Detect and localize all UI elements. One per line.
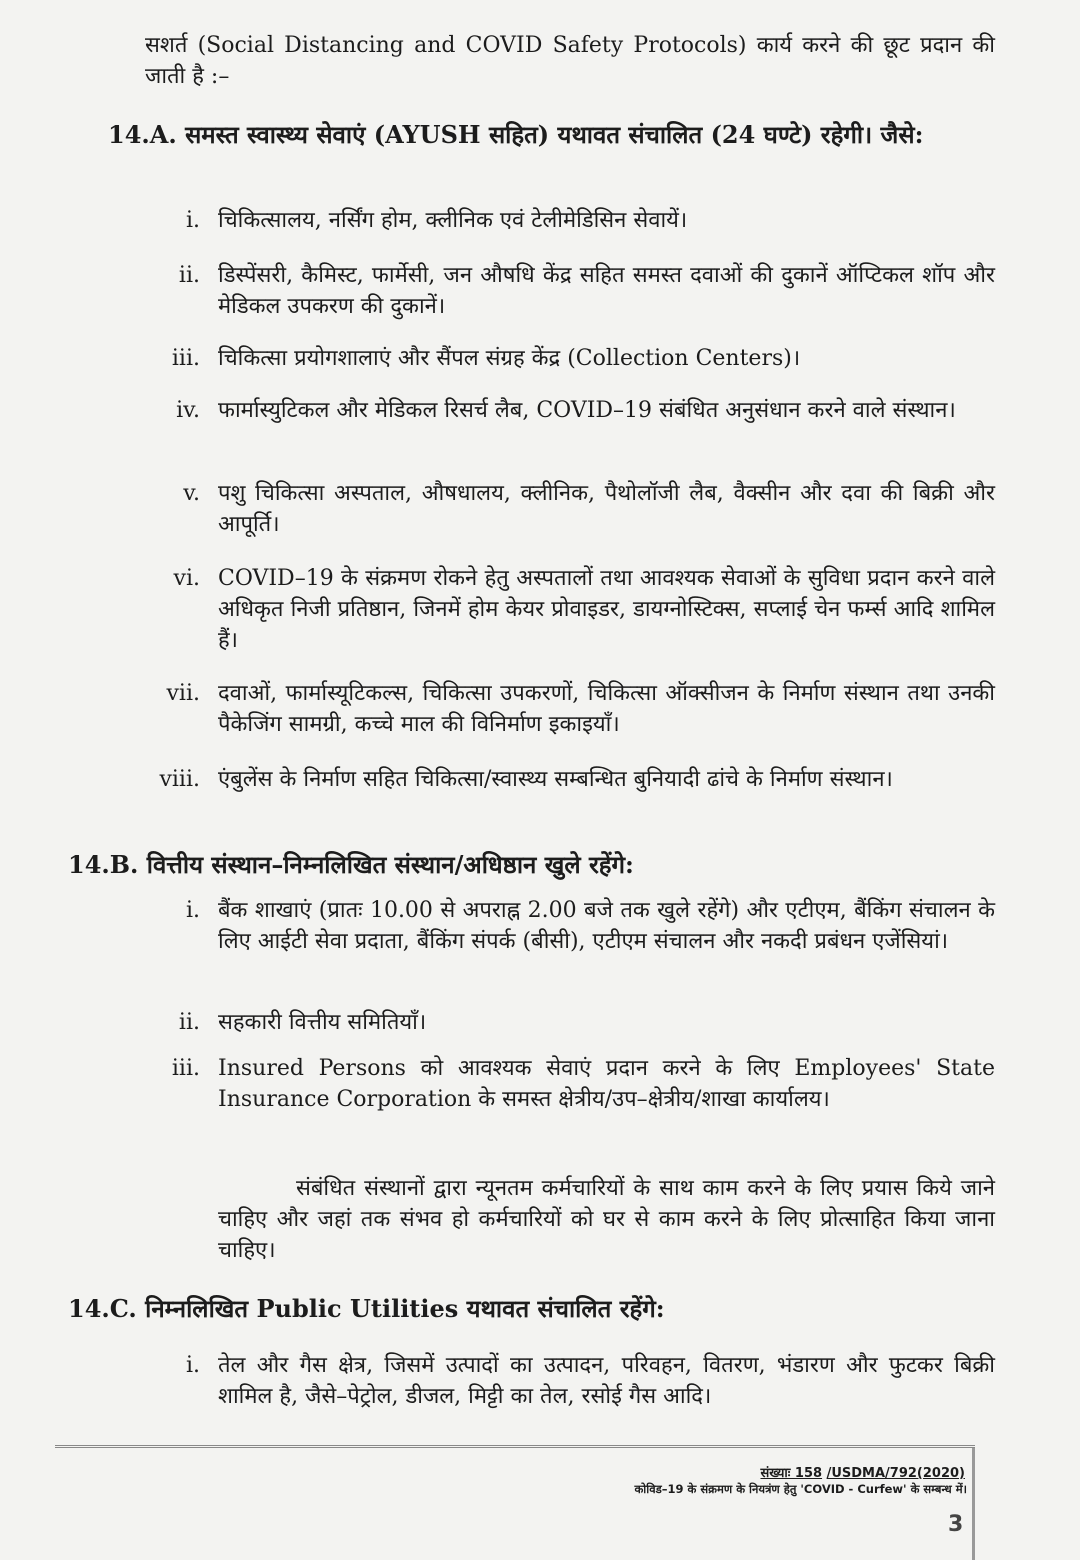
page-number: 3 xyxy=(948,1512,964,1537)
item-number: i. xyxy=(185,898,200,923)
section-b-note: संबंधित संस्थानों द्वारा न्यूनतम कर्मचारियों के साथ काम करने के लिए प्रयास किये जाने चाहिए और जहां तक संभव हो कर्मचारियों को घर से काम करने के लिए प्रोत्साहित किया जाना चाहिए। xyxy=(218,1176,995,1263)
reference-label: संख्याः 158 xyxy=(760,1466,823,1481)
item-number: vii. xyxy=(166,681,200,706)
section-c-heading: 14.C. निम्नलिखित Public Utilities यथावत संचालित रहेंगे: xyxy=(68,1294,665,1323)
item-text: फार्मास्युटिकल और मेडिकल रिसर्च लैब, COVID–19 संबंधित अनुसंधान करने वाले संस्थान। xyxy=(218,398,956,423)
item-text: चिकित्सा प्रयोगशालाएं और सैंपल संग्रह केंद्र (Collection Centers)। xyxy=(218,346,801,371)
item-number: vi. xyxy=(173,566,200,591)
item-number: v. xyxy=(183,481,200,506)
footer-divider xyxy=(55,1445,975,1448)
item-text: पशु चिकित्सा अस्पताल, औषधालय, क्लीनिक, पैथोलॉजी लैब, वैक्सीन और दवा की बिक्री और आपूर्ति। xyxy=(218,481,995,537)
item-text: चिकित्सालय, नर्सिंग होम, क्लीनिक एवं टेलीमेडिसिन सेवायें। xyxy=(218,208,688,233)
item-number: iv. xyxy=(176,398,200,423)
item-number: iii. xyxy=(171,1056,200,1081)
reference-code: /USDMA/792(2020) xyxy=(826,1466,965,1481)
item-number: viii. xyxy=(159,767,200,792)
item-text: COVID–19 के संक्रमण रोकने हेतु अस्पतालों तथा आवश्यक सेवाओं के सुविधा प्रदान करने वाले अधिकृत निजी प्रतिष्ठान, जिनमें होम केयर प्रोवाइडर, डायग्नोस्टिक्स, सप्लाई चेन फर्म्स आदि शामिल हैं। xyxy=(218,566,995,653)
item-text: सहकारी वित्तीय समितियाँ। xyxy=(218,1010,427,1035)
intro-text: सशर्त (Social Distancing and COVID Safety Protocols) कार्य करने की छूट प्रदान की जाती है :– xyxy=(145,33,995,89)
item-number: i. xyxy=(185,1353,200,1378)
item-text: Insured Persons को आवश्यक सेवाएं प्रदान करने के लिए Employees' State Insurance Corporation के समस्त क्षेत्रीय/उप–क्षेत्रीय/शाखा कार्यालय। xyxy=(218,1056,995,1112)
item-number: i. xyxy=(185,208,200,233)
footer-subject: कोविड–19 के संक्रमण के नियत्रंण हेतु 'COVID - Curfew' के सम्बन्ध में। xyxy=(634,1482,967,1496)
footer-reference xyxy=(600,1463,965,1481)
item-number: iii. xyxy=(171,346,200,371)
item-number: ii. xyxy=(178,263,200,288)
section-a-heading: 14.A. समस्त स्वास्थ्य सेवाएं (AYUSH सहित) यथावत संचालित (24 घण्टे) रहेगी। जैसे: xyxy=(108,120,924,149)
footer-vertical-rule xyxy=(972,1448,975,1560)
item-text: तेल और गैस क्षेत्र, जिसमें उत्पादों का उत्पादन, परिवहन, वितरण, भंडारण और फुटकर बिक्री शामिल है, जैसे–पेट्रोल, डीजल, मिट्टी का तेल, रसोई गैस आदि। xyxy=(218,1353,995,1409)
item-text: दवाओं, फार्मास्यूटिकल्स, चिकित्सा उपकरणों, चिकित्सा ऑक्सीजन के निर्माण संस्थान तथा उनकी पैकेजिंग सामग्री, कच्चे माल की विनिर्माण इकाइयाँ। xyxy=(218,681,995,737)
item-text: बैंक शाखाएं (प्रातः 10.00 से अपराह्न 2.00 बजे तक खुले रहेंगे) और एटीएम, बैंकिंग संचालन के लिए आईटी सेवा प्रदाता, बैंकिंग संपर्क (बीसी), एटीएम संचालन और नकदी प्रबंधन एजेंसियां। xyxy=(218,898,995,954)
item-text: एंबुलेंस के निर्माण सहित चिकित्सा/स्वास्थ्य सम्बन्धित बुनियादी ढांचे के निर्माण संस्थान। xyxy=(218,767,893,792)
section-b-heading: 14.B. वित्तीय संस्थान–निम्नलिखित संस्थान/अधिष्ठान खुले रहेंगे: xyxy=(68,850,634,879)
item-text: डिस्पेंसरी, कैमिस्ट, फार्मेसी, जन औषधि केंद्र सहित समस्त दवाओं की दुकानें ऑप्टिकल शॉप और मेडिकल उपकरण की दुकानें। xyxy=(218,263,995,319)
item-number: ii. xyxy=(178,1010,200,1035)
